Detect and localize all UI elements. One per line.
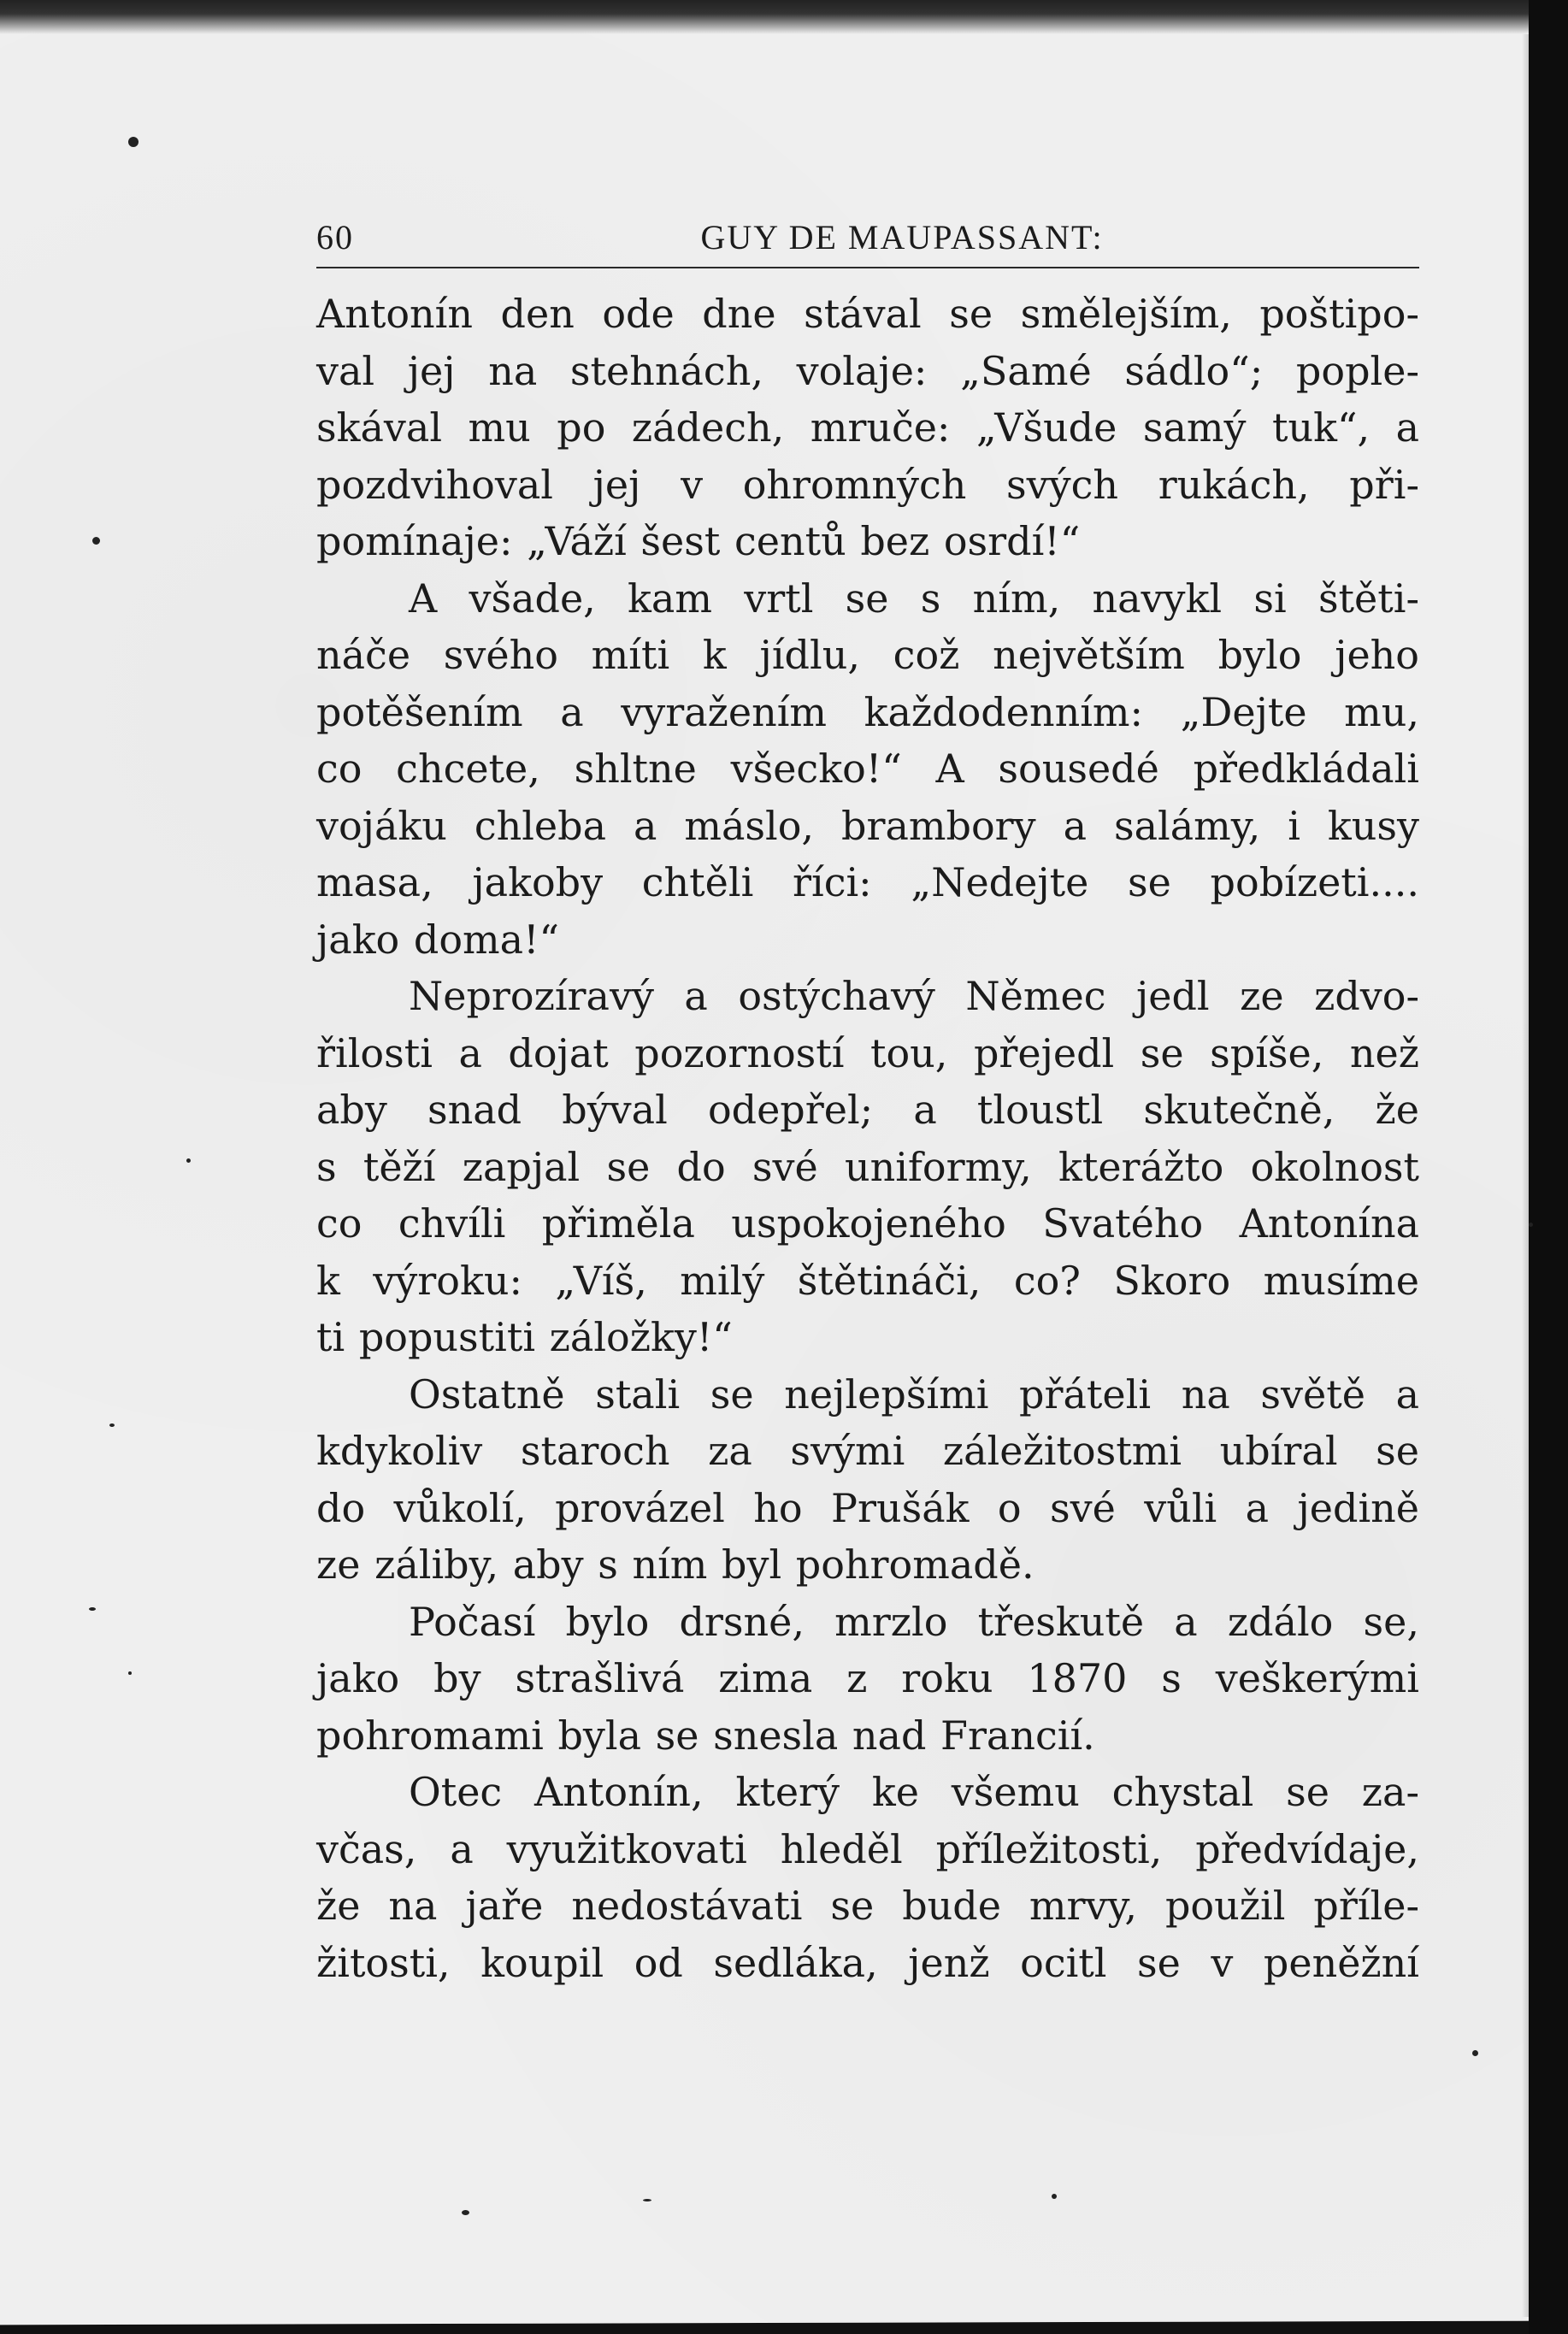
text-line: A všade, kam vrtl se s ním, navykl si štěti-: [409, 575, 1419, 622]
paragraph: [316, 570, 1419, 969]
text-line: pohromami byla se snesla nad Francií.: [316, 1712, 1095, 1759]
right-edge-binding: [1529, 0, 1568, 2334]
dust-speck: [462, 2210, 469, 2215]
text-line: Neprozíravý a ostýchavý Němec jedl ze zdvo-: [409, 973, 1419, 1019]
text-line: ti popustiti záložky!“: [316, 1314, 733, 1360]
dust-speck: [1052, 2194, 1057, 2199]
text-line: masa, jakoby chtěli říci: „Nedejte se pobízeti....: [316, 859, 1419, 905]
text-line: Otec Antonín, který ke všemu chystal se za-: [409, 1769, 1419, 1815]
text-line: Ostatně stali se nejlepšími přáteli na světě a: [409, 1370, 1419, 1417]
dust-speck: [186, 1158, 191, 1163]
paragraph: [316, 968, 1419, 1366]
text-line: potěšením a vyražením každodenním: „Dejte mu,: [316, 688, 1419, 735]
dust-speck: [1472, 2050, 1478, 2056]
dust-speck: [643, 2199, 651, 2201]
text-line: jako by strašlivá zima z roku 1870 s veškerými: [316, 1655, 1419, 1701]
dust-speck: [92, 537, 100, 545]
text-line: k výroku: „Víš, milý štětináči, co? Skoro musíme: [316, 1257, 1419, 1304]
text-line: jako doma!“: [316, 916, 560, 963]
body-text: [316, 286, 1419, 1991]
text-line: Antonín den ode dne stával se smělejším, poštipo-: [316, 291, 1419, 337]
text-line: co chcete, shltne všecko!“ A sousedé předkládali: [316, 746, 1419, 792]
text-line: co chvíli přiměla uspokojeného Svatého Antonína: [316, 1200, 1419, 1247]
text-line: že na jaře nedostávati se bude mrvy, použil příle-: [316, 1883, 1419, 1929]
top-edge-shadow: [0, 0, 1568, 34]
paragraph: [316, 286, 1419, 570]
text-line: Počasí bylo drsné, mrzlo třeskutě a zdálo se,: [409, 1598, 1419, 1645]
paragraph: [316, 1594, 1419, 1765]
text-line: řilosti a dojat pozorností tou, přejedl se spíše, než: [316, 1029, 1419, 1076]
text-line: s těží zapjal se do své uniformy, kterážto okolnost: [316, 1143, 1419, 1190]
text-line: do vůkolí, provázel ho Prušák o své vůli a jedině: [316, 1484, 1419, 1531]
text-line: pomínaje: „Váží šest centů bez osrdí!“: [316, 518, 1081, 564]
dust-speck: [109, 1423, 115, 1427]
text-line: vojáku chleba a máslo, brambory a salámy, i kusy: [316, 802, 1419, 849]
text-line: náče svého míti k jídlu, což největším bylo jeho: [316, 632, 1419, 678]
text-line: skával mu po zádech, mruče: „Všude samý tuk“, a: [316, 404, 1419, 451]
text-line: kdykoliv staroch za svými záležitostmi ubíral se: [316, 1428, 1419, 1474]
running-head: GUY DE MAUPASSANT:: [700, 218, 1104, 256]
text-line: val jej na stehnách, volaje: „Samé sádlo“; pople-: [316, 347, 1419, 394]
page-header: [316, 214, 1419, 268]
text-line: ze záliby, aby s ním byl pohromadě.: [316, 1541, 1035, 1588]
dust-speck: [128, 1671, 132, 1675]
paragraph: [316, 1366, 1419, 1594]
page-number: 60: [316, 218, 354, 256]
text-line: žitosti, koupil od sedláka, jenž ocitl se v peněžní: [316, 1939, 1419, 1986]
paragraph: [316, 1764, 1419, 1991]
text-line: aby snad býval odepřel; a tloustl skutečně, že: [316, 1087, 1419, 1133]
dust-speck: [128, 137, 139, 147]
book-page: [316, 214, 1419, 1991]
dust-speck: [89, 1607, 96, 1611]
dust-speck: [1529, 1223, 1533, 1227]
text-line: včas, a využitkovati hleděl příležitosti, předvídaje,: [316, 1825, 1419, 1872]
text-line: pozdvihoval jej v ohromných svých rukách, při-: [316, 461, 1419, 508]
